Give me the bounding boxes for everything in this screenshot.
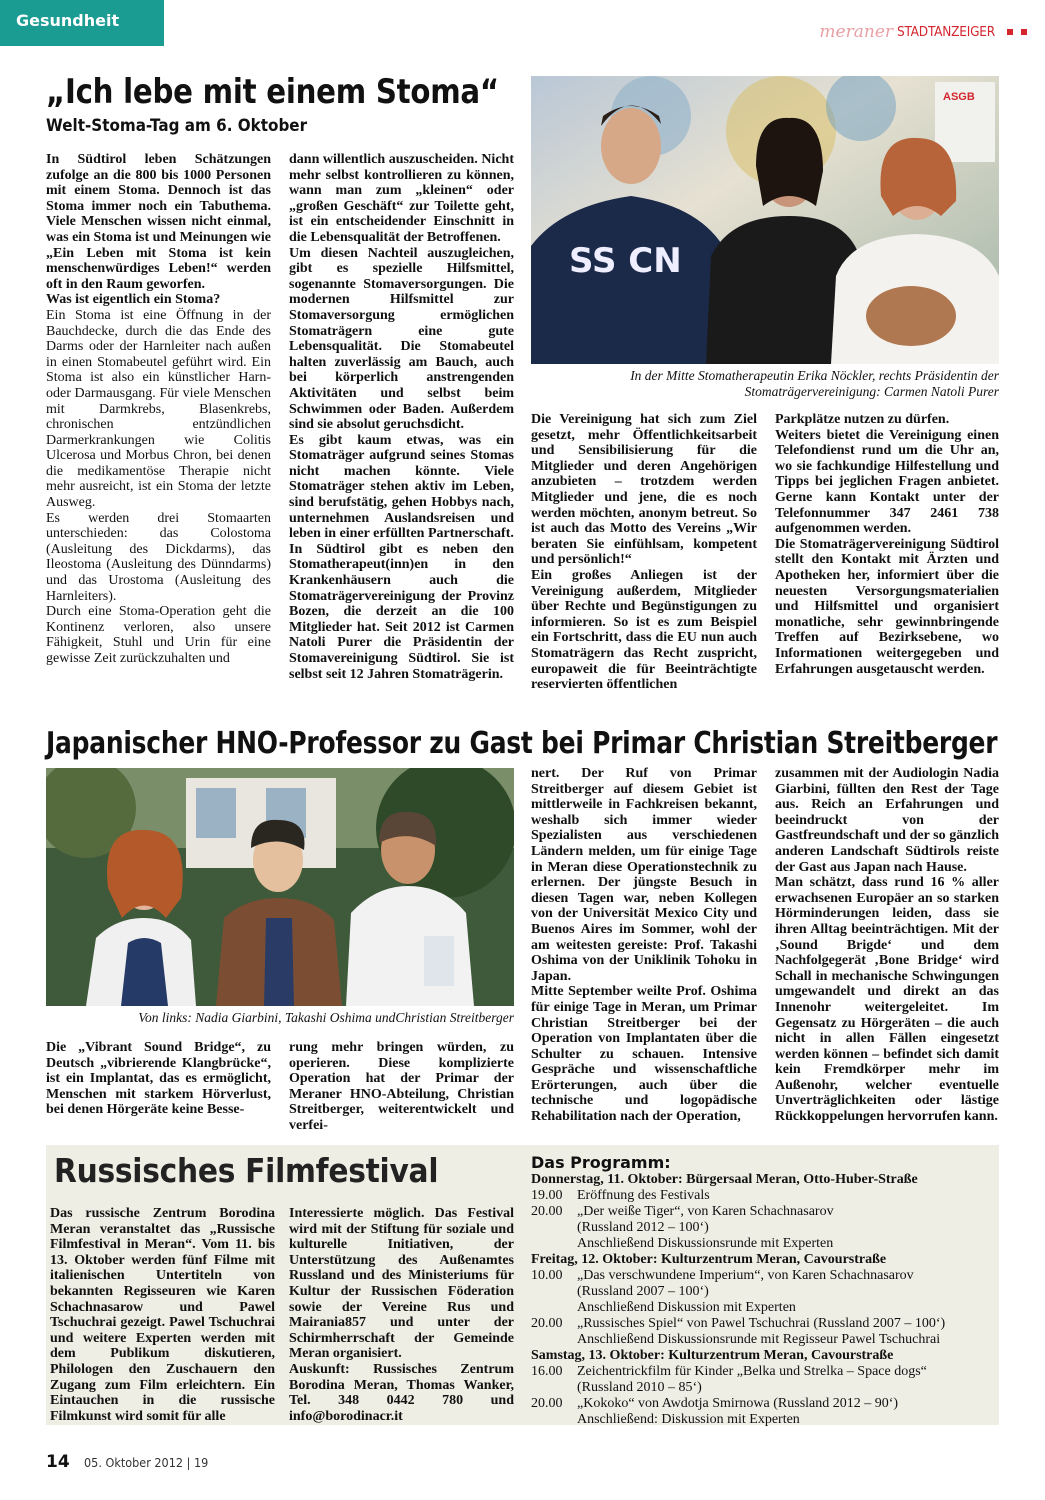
- program-time: 10.00: [531, 1268, 563, 1283]
- article2-column-3: [531, 766, 757, 1125]
- article1-title: „Ich lebe mit einem Stoma“: [46, 72, 499, 112]
- article3-column-1: [50, 1206, 275, 1424]
- paragraph: nert. Der Ruf von Primar Streitberger auf diesem Gebiet ist mittlerweile in Fachkreisen bekannt, weshalb sich immer wieder Spezialisten aus verschiedenen Ländern melden, um für einige Tage in Meran diese Operationstechnik zu erlernen. Der jüngste Besuch in diesen Tagen war, neben Kollegen von der Universität Mexico City und Buenos Aires im Sommer, wohl der am weitesten gereiste: Prof. Takashi Oshima von der Uniklinik Tohoku in Japan.: [531, 766, 757, 984]
- section-label: Gesundheit: [16, 11, 120, 30]
- article1-column-1: [46, 152, 271, 667]
- program-item: [531, 1300, 999, 1316]
- stoma-team-photo: [531, 76, 999, 364]
- paragraph: rung mehr bringen würden, zu operieren. Diese komplizierte Operation hat der Primar der Meraner HNO-Abteilung, Christian Streitberger, weiterentwickelt und verfei-: [289, 1040, 514, 1133]
- program-item: [531, 1220, 999, 1236]
- article1-column-3: [531, 412, 757, 693]
- program-text: (Russland 2007 – 100‘): [577, 1284, 709, 1299]
- paragraph: Durch eine Stoma-Operation geht die Kontinenz verloren, also unsere Fähigkeit, Stuhl und Urin für eine gewisse Zeit zurückzuhalten und: [46, 604, 271, 666]
- program-item: [531, 1268, 999, 1284]
- paragraph: Ein großes Anliegen ist der Vereinigung außerdem, Mitglieder über Rechte und Begünstigungen zu informieren. So ist es zum Beispiel ein Fortschritt, dass die EU nun auch Stomaträgern das Recht zuspricht, europaweit die für Beeinträchtigte reservierten öffentlichen: [531, 567, 757, 693]
- article1-photo-caption: In der Mitte Stomatherapeutin Erika Nöckler, rechts Präsidentin der Stomaträgervereinigung: Carmen Natoli Purer: [630, 368, 999, 399]
- hno-professor-photo-art: [46, 768, 514, 1006]
- paragraph: Ein Stoma ist eine Öffnung in der Bauchdecke, durch die das Ende des Darms oder der Harnleiter nach außen in einen Stomabeutel geführt wird. Ein Stoma ist also ein künstlicher Harn- oder Darmausgang. Für viele Menschen mit Darmkrebs, Blasenkrebs, chronischen entzündlichen Darmerkrankungen wie Colitis Ulcerosa und Morbus Chron, bei denen die medikamentöse Therapie nicht mehr ausreicht, ist ein Stoma der letzte Ausweg.: [46, 307, 271, 511]
- program-time: [531, 1220, 577, 1236]
- program-text: „Der weiße Tiger“, von Karen Schachnasarov: [577, 1204, 834, 1219]
- paragraph: Was ist eigentlich ein Stoma?: [46, 292, 221, 308]
- program-time: 20.00: [531, 1316, 563, 1331]
- paragraph: zusammen mit der Audiologin Nadia Giarbini, füllten den Rest der Tage aus. Reich an Erfahrungen und beeindruckt von der Gastfreundschaft und der so gänzlich anderen Landschaft Südtirols reiste der Gast aus Japan nach Hause.: [775, 766, 999, 875]
- article1-column-2: [289, 152, 514, 682]
- article3-column-2: [289, 1206, 514, 1424]
- article2-photo-caption: Von links: Nadia Giarbini, Takashi Oshima undChristian Streitberger: [138, 1010, 514, 1025]
- paragraph: Um diesen Nachteil auszugleichen, gibt es spezielle Hilfsmittel, sogenannte Stomaversorgungen. Die modernen Hilfsmittel zur Stomaversorgung ermöglichen Stomaträgern eine gute Lebensqualität. Die Stomabeutel halten zuverlässig am Bauch, auch bei körperlich anstrengenden Aktivitäten und selbst beim Schwimmen oder Baden. Außerdem sind sie absolut geruchsdicht.: [289, 245, 514, 433]
- article2-column-2: [289, 1040, 514, 1134]
- paragraph: Es werden drei Stomaarten unterschieden: das Colostoma (Ausleitung des Dickdarms), das Ileostoma (Ausleitung des Dünndarms) und das Urostoma (Ausleitung des Harnleiters).: [46, 510, 271, 604]
- paragraph: Parkplätze nutzen zu dürfen.: [775, 412, 950, 427]
- article1-subtitle: Welt-Stoma-Tag am 6. Oktober: [46, 116, 308, 135]
- program-text: Anschließend Diskussion mit Experten: [577, 1300, 796, 1315]
- paragraph: In Südtirol leben Schätzungen zufolge an die 800 bis 1000 Personen mit einem Stoma. Dennoch ist das Stoma immer noch ein Tabuthema. Viele Menschen wissen nicht einmal, was ein Stoma ist und Meinungen wie „Ein Leben mit Stoma ist kein menschenwürdiges Leben!“ werden oft in den Raum geworfen.: [46, 152, 271, 292]
- paragraph: dann willentlich auszuscheiden. Nicht mehr selbst kontrollieren zu können, wann man zum „kleinen“ oder „großen Geschäft“ zur Toilette geht, ist ein entscheidender Einschnitt in die Lebensqualität der Betroffenen.: [289, 152, 514, 245]
- brand-caps: STADTANZEIGER: [897, 24, 995, 40]
- program-text: „Russisches Spiel“ von Pawel Tschuchrai (Russland 2007 – 100‘): [577, 1316, 946, 1331]
- brand-logo: [819, 22, 1027, 42]
- article3-title: Russisches Filmfestival: [54, 1151, 439, 1190]
- program-list: [531, 1172, 999, 1428]
- program-item: [531, 1332, 999, 1348]
- program-title: Das Programm:: [531, 1153, 671, 1172]
- program-day: Freitag, 12. Oktober: Kulturzentrum Meran, Cavourstraße: [531, 1252, 887, 1267]
- page-number: 14: [46, 1452, 70, 1472]
- program-time: [531, 1284, 577, 1300]
- article2-column-1: [46, 1040, 271, 1118]
- program-item: [531, 1364, 999, 1380]
- paragraph: Die Vereinigung hat sich zum Ziel gesetzt, mehr Öffentlichkeitsarbeit und Sensibilisierung für die Mitglieder und deren Angehörigen anzubieten – trotzdem werden Mitglieder und jene, die es noch werden möchten, anonym betreut. So ist auch das Motto des Vereins „Wir beraten Sie einfühlsam, kompetent und persönlich!“: [531, 412, 757, 568]
- paragraph: Die „Vibrant Sound Bridge“, zu Deutsch „vibrierende Klangbrücke“, ist ein Implantat, das es ermöglicht, Menschen mit starkem Hörverlust, bei denen Hörgeräte keine Besse-: [46, 1040, 271, 1118]
- paragraph: Das russische Zentrum Borodina Meran veranstaltet das „Russische Filmfestival in Meran“. Vom 11. bis 13. Oktober werden fünf Filme mit italienischen Untertiteln von bekannten Regisseuren wie Karen Schachnasarow und Pawel Tschuchrai gezeigt. Pawel Tschuchrai und weitere Experten werden mit dem Publikum diskutieren, Philologen den Zuschauern den Zugang zum Film erleichtern. Ein Eintauchen in die russische Filmkunst wird somit für alle: [50, 1206, 275, 1424]
- program-time: 19.00: [531, 1188, 563, 1203]
- hno-professor-photo: [46, 768, 514, 1006]
- paragraph: Interessierte möglich. Das Festival wird mit der Stiftung für soziale und kulturelle Initiativen, der Unterstützung des Außenamtes Russland und des Ministeriums für Kultur der Russischen Föderation sowie der Vereine Rus und Mairania857 und unter der Schirmherrschaft der Gemeinde Meran organisiert.: [289, 1206, 514, 1362]
- program-day: Donnerstag, 11. Oktober: Bürgersaal Meran, Otto-Huber-Straße: [531, 1172, 918, 1187]
- paragraph: In Südtirol gibt es neben den Stomatherapeut(inn)en in den Krankenhäusern auch die Stomaträgervereinigung der Provinz Bozen, die derzeit an die 100 Mitglieder hat. Seit 2012 ist Carmen Natoli Purer die Präsidentin der Stomavereinigung Südtirol. Sie ist selbst seit 12 Jahren Stomaträgerin.: [289, 541, 514, 682]
- article1-column-4: [775, 412, 999, 677]
- paragraph: Man schätzt, dass rund 16 % aller erwachsenen Europäer an so starken Hörminderungen leiden, dass sie ihren Alltag beeinträchtigen. Mit der ‚Sound Brigde‘ und dem Nachfolgegerät ‚Bone Bridge‘ wird Schall in mechanische Schwingungen umgewandelt und direkt an das Innenohr weitergeleitet. Im Gegensatz zu Hörgeräten – die auch nicht in allen Fällen eingesetzt werden können – befindet sich damit kein Fremdkörper mehr im Außenohr, welcher eventuelle Unverträglichkeiten oder lästige Rückkoppelungen hervorrufen kann.: [775, 875, 999, 1125]
- program-text: Anschließend Diskussionsrunde mit Experten: [577, 1236, 834, 1251]
- program-item: [531, 1316, 999, 1332]
- program-text: (Russland 2010 – 85‘): [577, 1380, 702, 1395]
- brand-square-icon: [1007, 29, 1013, 35]
- paragraph: Weiters bietet die Vereinigung einen Telefondienst rund um die Uhr an, wo sie fachkundige Hilfestellung und Tipps bei jeglichen Fragen anbietet. Gerne kann Kontakt unter der Telefonnummer 347 2461 738 aufgenommen werden.: [775, 427, 999, 537]
- program-time: 16.00: [531, 1364, 563, 1379]
- program-time: [531, 1380, 577, 1396]
- paragraph: Die Stomaträgervereinigung Südtirol stellt den Kontakt mit Ärzten und Apotheken her, informiert über die neuesten Versorgungsmaterialien und Hilfsmittel und organisiert monatliche, sehr gewinnbringende Treffen auf Bezirksebene, wo Informationen weitergegeben und Erfahrungen ausgetauscht werden.: [775, 536, 999, 677]
- brand-script: meraner: [819, 22, 893, 42]
- program-item: [531, 1284, 999, 1300]
- program-item: [531, 1236, 999, 1252]
- program-time: 20.00: [531, 1204, 563, 1219]
- program-item: [531, 1188, 999, 1204]
- paragraph: Auskunft: Russisches Zentrum Borodina Meran, Thomas Wanker, Tel. 348 0442 780 und info@borodinacr.it: [289, 1361, 514, 1424]
- program-item: [531, 1396, 999, 1412]
- program-time: [531, 1300, 577, 1316]
- stoma-team-photo-art: [531, 76, 999, 364]
- program-time: [531, 1236, 577, 1252]
- program-text: Anschließend Diskussionsrunde mit Regisseur Pawel Tschuchrai: [577, 1332, 941, 1347]
- program-item: [531, 1412, 999, 1428]
- article2-column-4: [775, 766, 999, 1125]
- program-day: Samstag, 13. Oktober: Kulturzentrum Meran, Cavourstraße: [531, 1348, 894, 1363]
- program-text: (Russland 2012 – 100‘): [577, 1220, 709, 1235]
- paragraph: Mitte September weilte Prof. Oshima für einige Tage in Meran, um Primar Christian Streitberger bei der Operation von Implantaten über die Schulter zu schauen. Intensive Gespräche und wissenschaftliche Erörterungen, auch über die technische und logopädische Rehabilitation nach der Operation,: [531, 984, 757, 1125]
- brand-square-icon: [1021, 29, 1027, 35]
- paragraph: Es gibt kaum etwas, was ein Stomaträger aufgrund seines Stomas nicht machen könnte. Viele Stomaträger stehen aktiv im Leben, sind berufstätig, gehen Hobbys nach, unternehmen Auslandsreisen und leben in einer erfüllten Partnerschaft.: [289, 432, 514, 542]
- program-item: [531, 1380, 999, 1396]
- program-time: [531, 1332, 577, 1348]
- issue-date: 05. Oktober 2012 | 19: [84, 1455, 209, 1470]
- program-text: „Das verschwundene Imperium“, von Karen Schachnasarov: [577, 1268, 914, 1283]
- svg-text:SS CN: SS CN: [569, 241, 682, 281]
- sign-label: ASGB: [943, 91, 975, 103]
- program-text: Zeichentrickfilm für Kinder „Belka und Strelka – Space dogs“: [577, 1364, 927, 1379]
- program-time: 20.00: [531, 1396, 563, 1411]
- program-text: „Kokoko“ von Awdotja Smirnowa (Russland 2012 – 90‘): [577, 1396, 899, 1411]
- program-time: [531, 1412, 577, 1428]
- program-text: Eröffnung des Festivals: [577, 1188, 710, 1203]
- program-item: [531, 1204, 999, 1220]
- program-text: Anschließend: Diskussion mit Experten: [577, 1412, 800, 1427]
- article2-title: Japanischer HNO-Professor zu Gast bei Primar Christian Streitberger: [46, 726, 998, 761]
